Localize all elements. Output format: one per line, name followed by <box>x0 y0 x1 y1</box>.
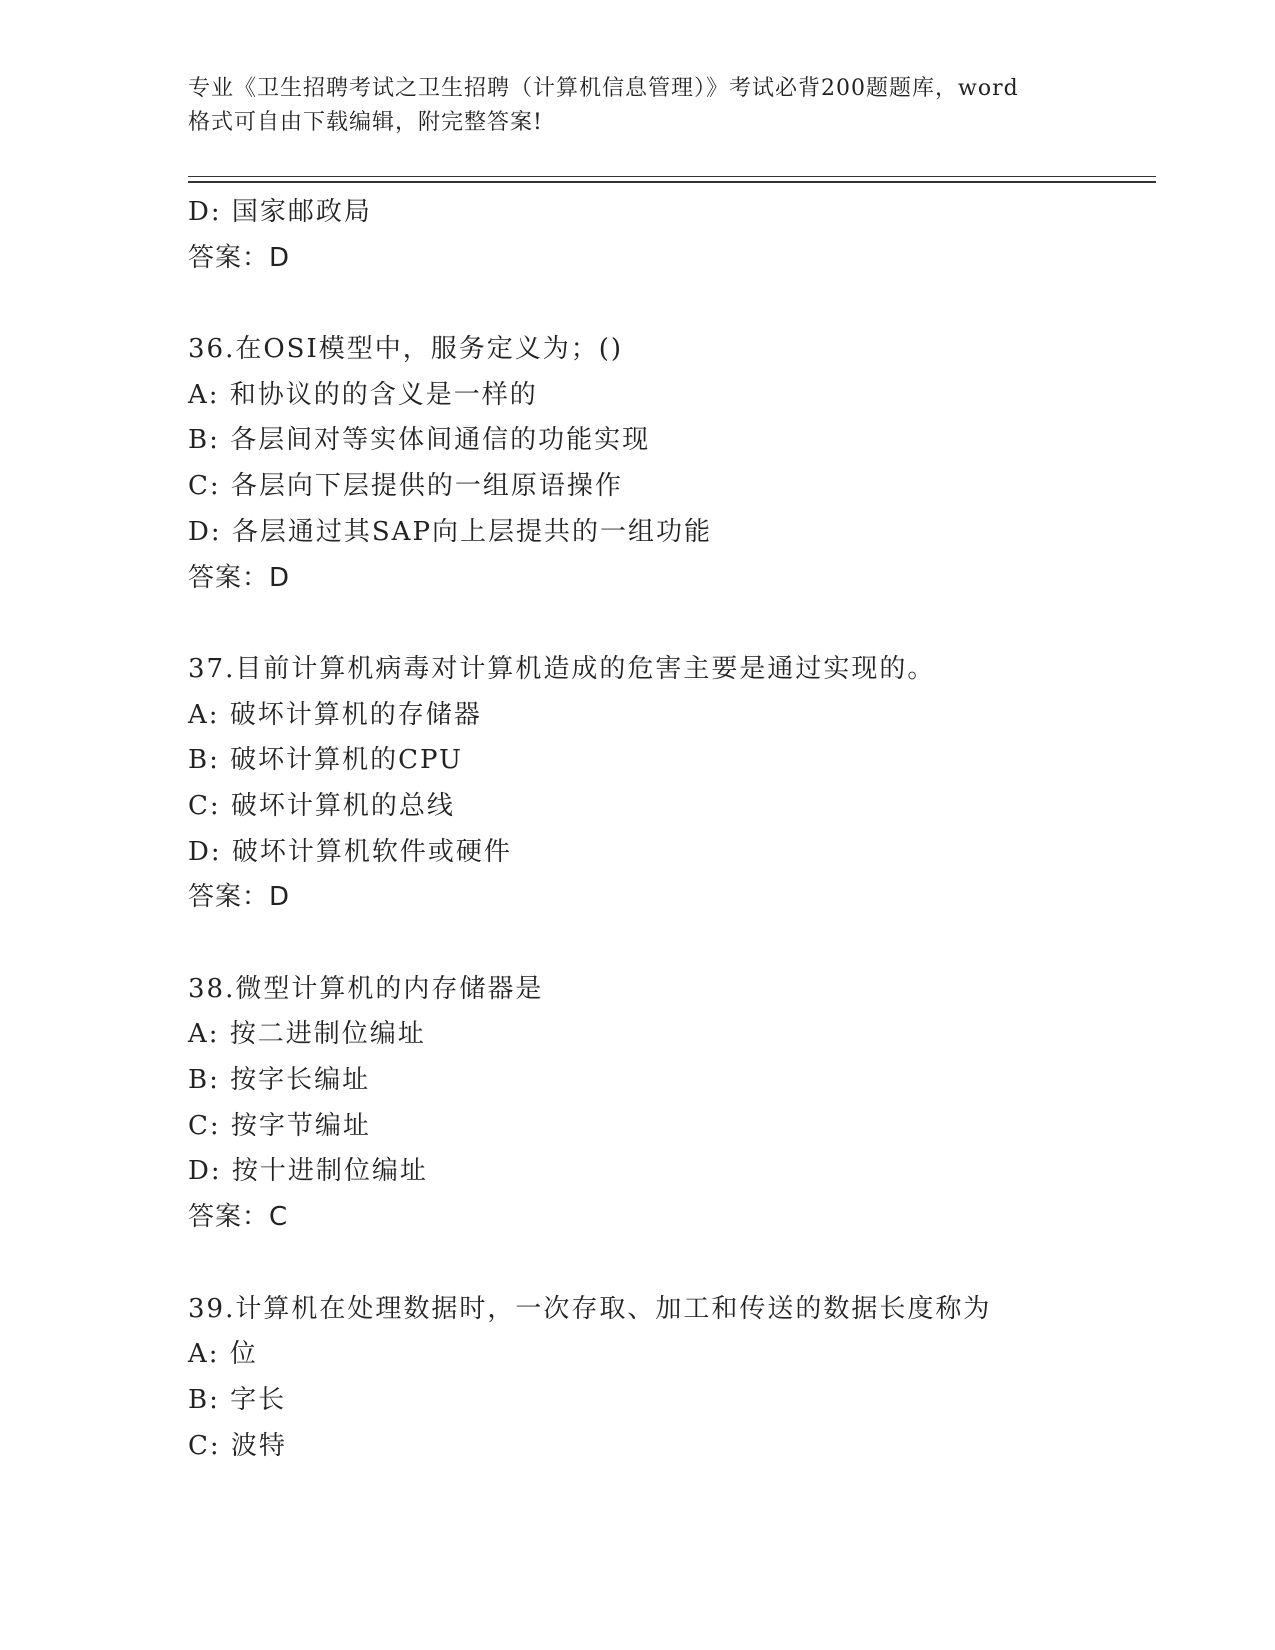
header-divider-thick <box>188 181 1156 183</box>
spacer <box>188 601 1148 647</box>
question-36-answer: 答案：D <box>188 562 291 593</box>
question-36-option-d: D: 各层通过其SAP向上层提共的一组功能 <box>188 516 712 547</box>
spacer <box>188 921 1148 967</box>
question-39-option-b: B: 字长 <box>188 1384 287 1415</box>
question-39-stem: 39.计算机在处理数据时，一次存取、加工和传送的数据长度称为 <box>188 1293 992 1324</box>
question-38-stem: 38.微型计算机的内存储器是 <box>188 973 544 1004</box>
question-38-answer: 答案：C <box>188 1202 289 1233</box>
question-list <box>188 190 1148 1469</box>
question-37-option-a: A: 破坏计算机的存储器 <box>188 699 482 730</box>
spacer <box>188 1241 1148 1287</box>
question-37-option-b: B: 破坏计算机的CPU <box>188 745 463 776</box>
header-title-line-2: 格式可自由下载编辑，附完整答案! <box>188 110 543 135</box>
question-37-answer: 答案：D <box>188 882 291 913</box>
question-36-option-c: C: 各层向下层提供的一组原语操作 <box>188 471 623 502</box>
question-36-stem: 36.在OSI模型中，服务定义为；() <box>188 334 624 365</box>
question-38-option-a: A: 按二进制位编址 <box>188 1019 426 1050</box>
spacer <box>188 281 1148 327</box>
question-38-option-d: D: 按十进制位编址 <box>188 1156 428 1187</box>
question-39-option-a: A: 位 <box>188 1339 258 1370</box>
question-37-option-d: D: 破坏计算机软件或硬件 <box>188 836 512 867</box>
question-37-option-c: C: 破坏计算机的总线 <box>188 790 455 821</box>
question-38-option-c: C: 按字节编址 <box>188 1110 371 1141</box>
question-39-option-c: C: 波特 <box>188 1430 287 1461</box>
continuation-answer: 答案：D <box>188 242 291 273</box>
question-36-option-a: A: 和协议的的含义是一样的 <box>188 379 538 410</box>
header-divider-thin <box>188 176 1156 177</box>
question-38-option-b: B: 按字长编址 <box>188 1065 371 1096</box>
question-37-stem: 37.目前计算机病毒对计算机造成的危害主要是通过实现的。 <box>188 653 936 684</box>
document-header <box>188 72 1088 140</box>
question-36-option-b: B: 各层间对等实体间通信的功能实现 <box>188 425 651 456</box>
continuation-option-d: D: 国家邮政局 <box>188 197 372 227</box>
header-title-line-1: 专业《卫生招聘考试之卫生招聘（计算机信息管理）》考试必背200题题库，word <box>188 76 1019 101</box>
